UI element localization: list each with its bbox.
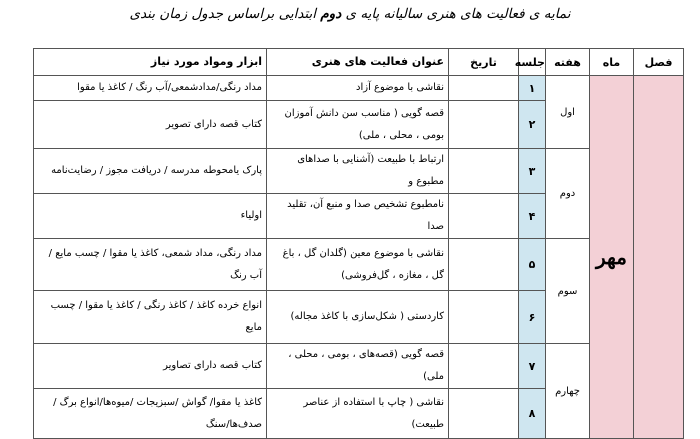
tools-cell: مداد رنگی/مدادشمعی/آب رنگ / کاغذ یا مقوا (34, 76, 267, 101)
tools-cell: پارک یامحوطه مدرسه / دریافت مجوز / رضایت‌نامه (34, 149, 267, 194)
header-week: هفته (546, 49, 590, 76)
schedule-table (33, 48, 684, 439)
tools-cell: اولیاء (34, 194, 267, 239)
header-tools: ابزار ومواد مورد نیاز (34, 49, 267, 76)
date-cell (449, 194, 519, 239)
session-cell: ۵ (519, 239, 546, 291)
session-cell: ۶ (519, 291, 546, 344)
tools-cell: انواع خرده کاغذ / کاغذ رنگی / کاغذ یا مقوا / چسب مایع (34, 291, 267, 344)
tools-cell: کتاب قصه دارای تصویر (34, 101, 267, 149)
date-cell (449, 101, 519, 149)
table-row (34, 149, 684, 194)
table-row (34, 76, 684, 101)
tools-cell: مداد رنگی، مداد شمعی، کاغذ یا مقوا / چسب مایع / آب رنگ (34, 239, 267, 291)
activity-cell: نقاشی با موضوع معین (گلدان گل ، باغ گل ، مغازه ، گل‌فروشی) (267, 239, 449, 291)
week-cell: اول (546, 76, 590, 149)
date-cell (449, 291, 519, 344)
date-cell (449, 76, 519, 101)
table-row (34, 344, 684, 389)
page-title (0, 6, 700, 22)
week-cell: چهارم (546, 344, 590, 439)
week-cell: دوم (546, 149, 590, 239)
date-cell (449, 239, 519, 291)
header-session: جلسه (519, 49, 546, 76)
session-cell: ۲ (519, 101, 546, 149)
header-month: ماه (590, 49, 634, 76)
session-cell: ۷ (519, 344, 546, 389)
header-row (34, 49, 684, 76)
activity-cell: قصه گویی (قصه‌های ، بومی ، محلی ، ملی) (267, 344, 449, 389)
activity-cell: ارتباط با طبیعت (آشنایی با صداهای مطبوع و (267, 149, 449, 194)
tools-cell: کاغذ یا مقوا/ گواش /سبزیجات /میوه‌ها/انواع برگ /صدف‌ها/سنگ (34, 389, 267, 439)
title-prefix: نمایه ی فعالیت های هنری سالیانه پایه ی (341, 6, 571, 22)
season-cell (634, 76, 684, 439)
title-grade: دوم (320, 6, 342, 22)
header-season: فصل (634, 49, 684, 76)
header-date: تاریخ (449, 49, 519, 76)
activity-cell: قصه گویی ( مناسب سن دانش آموزان بومی ، محلی ، ملی) (267, 101, 449, 149)
title-suffix: ابتدایی براساس جدول زمان بندی (129, 6, 321, 22)
session-cell: ۳ (519, 149, 546, 194)
activity-cell: نقاشی ( چاپ با استفاده از عناصر طبیعت) (267, 389, 449, 439)
session-cell: ۸ (519, 389, 546, 439)
activity-cell: کاردستی ( شکل‌سازی با کاغذ مجاله) (267, 291, 449, 344)
activity-cell: نقاشی با موضوع آزاد (267, 76, 449, 101)
date-cell (449, 344, 519, 389)
header-activity: عنوان فعالیت های هنری (267, 49, 449, 76)
tools-cell: کتاب قصه دارای تصاویر (34, 344, 267, 389)
month-cell: مهر (590, 76, 634, 439)
date-cell (449, 389, 519, 439)
session-cell: ۱ (519, 76, 546, 101)
date-cell (449, 149, 519, 194)
session-cell: ۴ (519, 194, 546, 239)
activity-cell: نامطبوع تشخیص صدا و منبع آن، تقلید صدا (267, 194, 449, 239)
table-row (34, 239, 684, 291)
week-cell: سوم (546, 239, 590, 344)
